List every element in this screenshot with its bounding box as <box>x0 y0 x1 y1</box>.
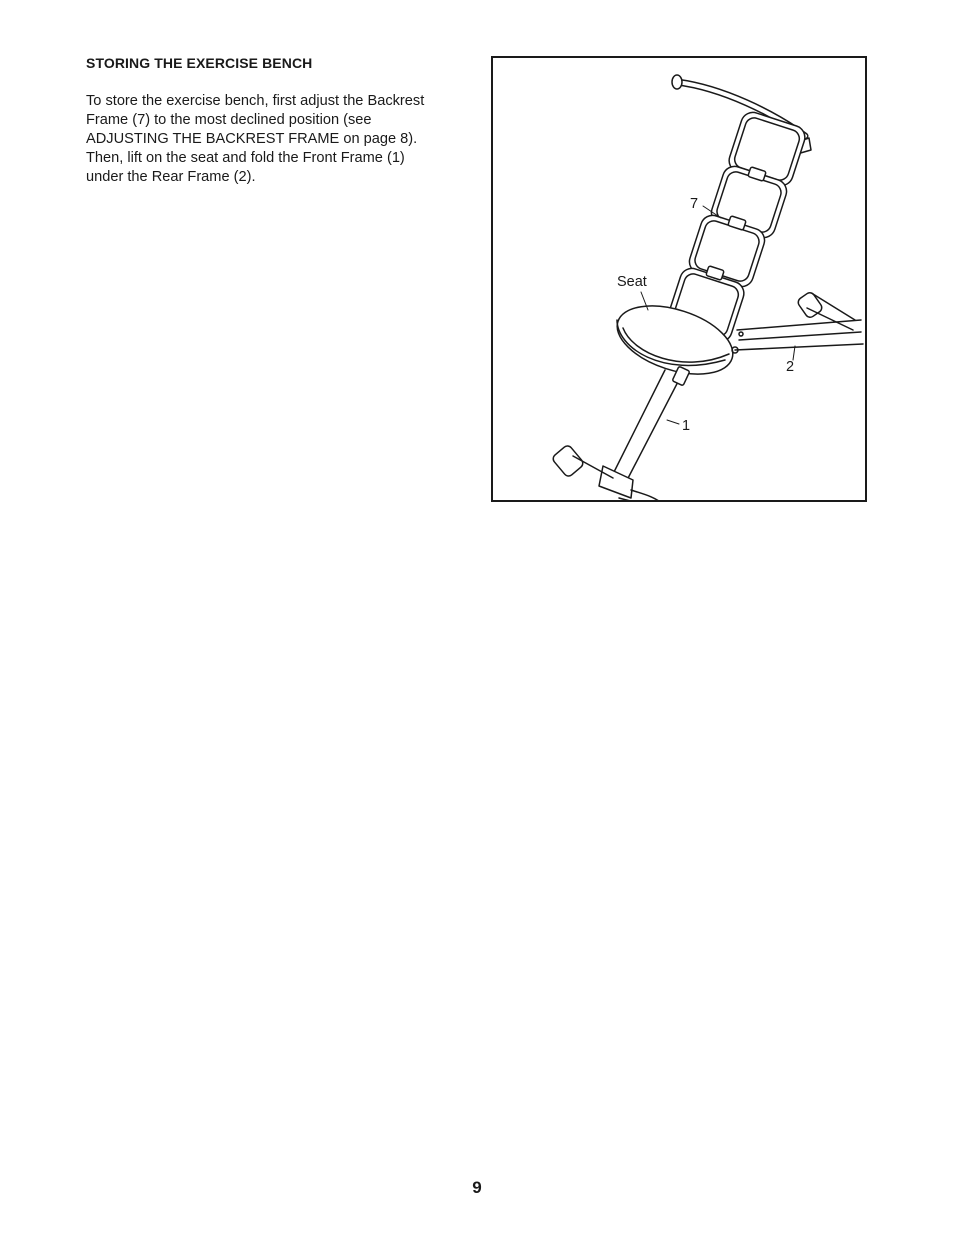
page-number: 9 <box>472 1178 482 1197</box>
leader-1 <box>667 420 679 424</box>
instruction-line: ADJUSTING THE BACKREST FRAME on page 8). <box>86 131 418 147</box>
rear-frame <box>735 291 863 350</box>
callout-seat: Seat <box>617 274 647 290</box>
leader-2 <box>793 346 795 360</box>
front-frame <box>551 366 690 502</box>
callout-backrest-frame: 7 <box>690 196 699 212</box>
handle-grip <box>672 75 682 89</box>
instruction-line: Frame (7) to the most declined position (see <box>86 112 372 128</box>
instruction-line: under the Rear Frame (2). <box>86 169 256 185</box>
instruction-line: To store the exercise bench, first adjust the Backrest <box>86 93 425 109</box>
section-heading: STORING THE EXERCISE BENCH <box>86 55 313 71</box>
backrest-pads <box>665 109 808 344</box>
instruction-line: Then, lift on the seat and fold the Front Frame (1) <box>86 150 405 166</box>
callout-rear-frame: 2 <box>786 359 795 375</box>
bench-storage-illustration <box>491 56 867 502</box>
bench-drawing <box>493 58 867 502</box>
callout-front-frame: 1 <box>682 418 691 434</box>
instruction-paragraph <box>86 92 466 187</box>
